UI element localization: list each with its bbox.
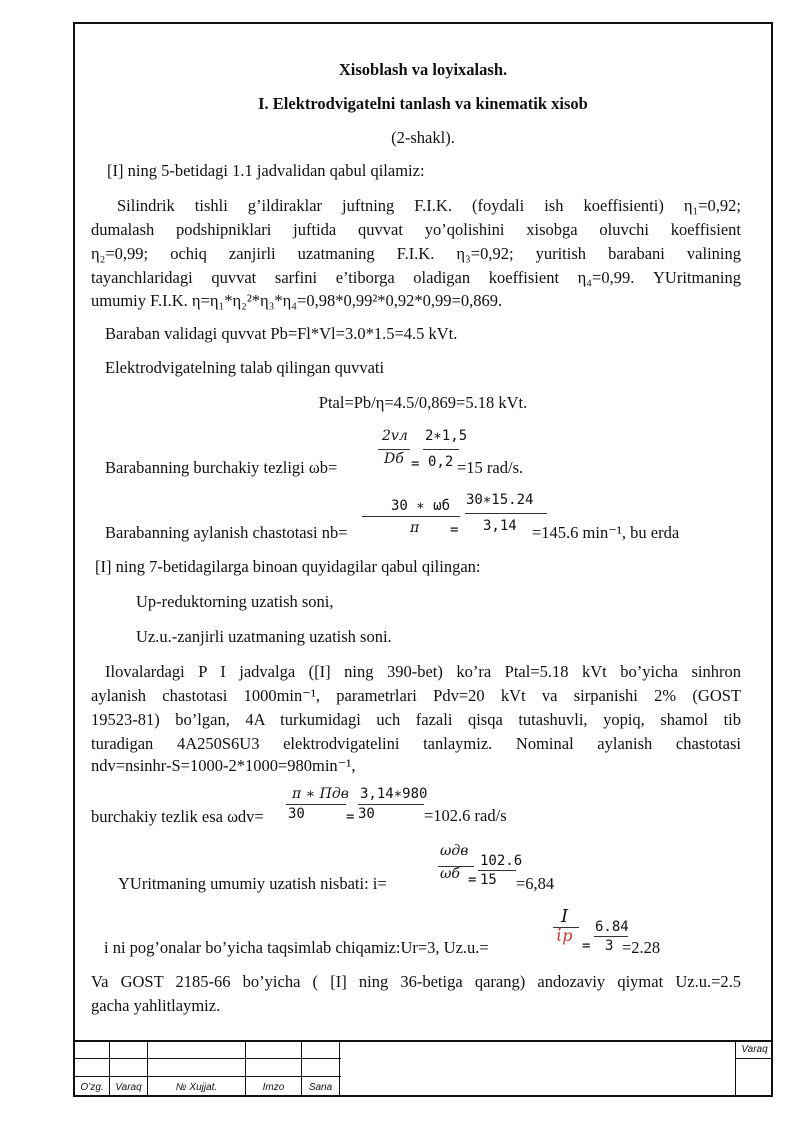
fraction-bar xyxy=(478,870,516,871)
divider xyxy=(339,1040,340,1097)
formula-required-power: Ptal=Pb/η=4.5/0,869=5.18 kVt. xyxy=(318,393,528,412)
formula-motor-speed-label: burchakiy tezlik esa ωdv= xyxy=(91,807,264,826)
fraction-denominator: ἰр xyxy=(556,926,573,945)
divider xyxy=(73,1040,773,1042)
text-line: 19523-81) bo’lgan, 4A turkumidagi uch fazali qisqa tutashuvli, yopiq, shamol tib xyxy=(91,710,741,729)
text-line: aylanish chastotasi 1000min⁻¹, parametrlari Pdv=20 kVt va sirpanishi 2% (GOST xyxy=(91,686,741,705)
fraction-numerator: 6.84 xyxy=(595,919,629,935)
fraction-bar xyxy=(286,804,346,805)
paragraph-required-power: Elektrodvigatelning talab qilingan quvvati xyxy=(105,358,385,377)
fraction-denominator: 30 xyxy=(288,806,305,822)
title-block-label-document: № Xujjat. xyxy=(175,1082,218,1093)
fraction-numerator: 3,14∗980 xyxy=(360,786,428,802)
fraction-bar xyxy=(358,804,424,805)
formula-result: =145.6 min⁻¹, bu erda xyxy=(532,523,680,542)
equals-sign: = xyxy=(582,938,591,954)
title-block xyxy=(73,1040,773,1097)
title-block-label-change: O’zg. xyxy=(80,1082,104,1093)
formula-drum-frequency-label: Barabanning aylanish chastotasi nb= xyxy=(105,523,348,542)
paragraph-drum-power: Baraban validagi quvvat Pb=Fl*Vl=3.0*1.5=4.5 kVt. xyxy=(105,324,458,343)
fraction-bar xyxy=(423,449,459,450)
fraction-numerator: I xyxy=(561,906,569,927)
equals-sign: = xyxy=(450,522,459,538)
fraction-numerator: 102.6 xyxy=(480,853,523,869)
list-item-chain-ratio: Uz.u.-zanjirli uzatmaning uzatish soni. xyxy=(136,627,392,646)
equals-sign: = xyxy=(411,456,420,472)
paragraph-accepted: [I] ning 7-betidagilarga binoan quyidagilar qabul qilingan: xyxy=(95,557,481,576)
fraction-denominator: Dб xyxy=(384,451,404,467)
text-line: dumalash podshipniklari juftida quvvat yo’qolishini xisobga oluvchi koeffisient xyxy=(91,220,741,239)
fraction-numerator: π ∗ Пдв xyxy=(292,786,349,802)
paragraph-source: [I] ning 5-betidagi 1.1 jadvalidan qabul qilamiz: xyxy=(107,161,425,180)
fraction-numerator: 30 ∗ ωб xyxy=(391,498,451,514)
equals-sign: = xyxy=(468,872,477,888)
fraction-numerator: 30∗15.24 xyxy=(466,492,534,508)
fraction-denominator: 3,14 xyxy=(483,518,517,534)
title-block-label-sheet: Varaq xyxy=(115,1082,142,1093)
document-title: Xisoblash va loyixalash. xyxy=(338,60,508,79)
fraction-denominator: ωб xyxy=(440,866,460,882)
list-item-reducer-ratio: Up-reduktorning uzatish soni, xyxy=(136,592,334,611)
text-line: turadigan 4A250S6U3 elektrodvigatelini tanlaymiz. Nominal aylanish chastotasi xyxy=(91,734,741,753)
divider xyxy=(735,1058,773,1059)
text-line: Ilovalardagi P I jadvalga ([I] ning 390-bet) ko’ra Ptal=5.18 kVt bo’yicha sinhron xyxy=(105,662,741,681)
fraction-denominator: 15 xyxy=(480,872,497,888)
title-block-label-date: Sana xyxy=(308,1082,333,1093)
fraction-numerator: 2vл xyxy=(382,428,408,444)
text-line: umumiy F.I.K. η=η₁*η₂²*η₃*η₄=0,98*0,99²*0,92*0,99=0,869. xyxy=(91,291,503,310)
fraction-numerator: ωдв xyxy=(440,843,469,859)
equals-sign: = xyxy=(346,809,355,825)
fraction-bar xyxy=(594,936,628,937)
formula-result: =6,84 xyxy=(516,874,555,893)
text-line: η₂=0,99; ochiq zanjirli uzatmaning F.I.K. η₃=0,92; yuritish barabani valining xyxy=(91,244,741,263)
section-title: I. Elektrodvigatelni tanlash va kinematik xisob xyxy=(258,94,588,113)
paragraph-standard-rounding: Va GOST 2185-66 bo’yicha ( [I] ning 36-betiga qarang) andozaviy qiymat Uz.u.=2.5 xyxy=(91,972,741,991)
fraction-denominator: 30 xyxy=(358,806,375,822)
fraction-denominator: 0,2 xyxy=(428,454,454,470)
text-line: ndv=nsinhr-S=1000-2*1000=980min⁻¹, xyxy=(91,756,356,775)
formula-drum-speed-label: Barabanning burchakiy tezligi ωb= xyxy=(105,458,338,477)
text-line: gacha yahlitlaymiz. xyxy=(91,996,221,1015)
fraction-denominator: 3 xyxy=(605,938,614,954)
formula-result: =2.28 xyxy=(622,938,661,957)
formula-result: =15 rad/s. xyxy=(457,458,524,477)
fraction-bar xyxy=(465,513,547,514)
title-block-label-signature: Imzo xyxy=(262,1082,285,1093)
formula-total-ratio-label: YUritmaning umumiy uzatish nisbati: i= xyxy=(118,874,387,893)
text-line: tayanchlaridagi quvvat sarfini e’tiborga oladigan koeffisient η₄=0,99. YUritmaning xyxy=(91,268,741,287)
formula-ratio-distribution-label: i ni pog’onalar bo’yicha taqsimlab chiqamiz:Ur=3, Uz.u.= xyxy=(104,938,489,957)
text-line: Silindrik tishli g’ildiraklar juftning F.I.K. (foydali ish koeffisienti) η₁=0,92; xyxy=(117,196,741,215)
fraction-denominator: π xyxy=(410,520,420,536)
fraction-numerator: 2∗1,5 xyxy=(425,428,468,444)
title-block-sheet-label: Varaq xyxy=(741,1044,768,1055)
figure-reference: (2-shakl). xyxy=(391,128,455,147)
fraction-bar xyxy=(362,516,460,517)
formula-result: =102.6 rad/s xyxy=(424,806,507,825)
fraction-bar xyxy=(378,449,410,450)
